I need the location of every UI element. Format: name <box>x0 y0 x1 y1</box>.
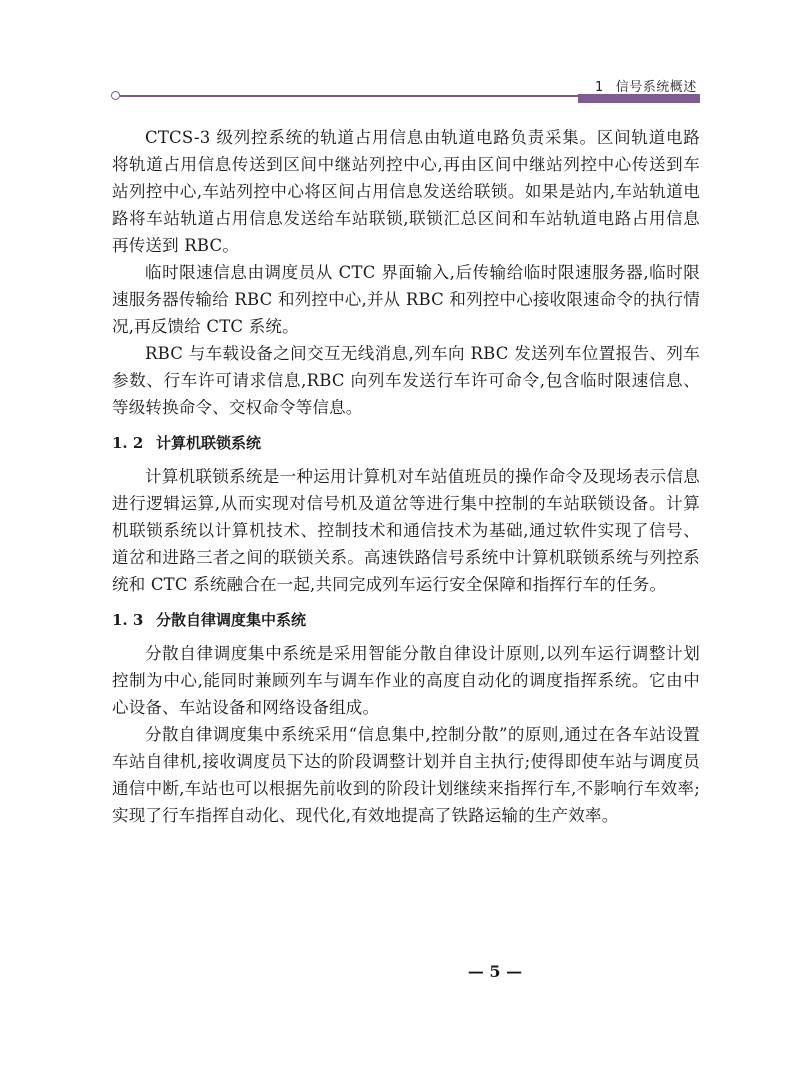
chapter-title: 信号系统概述 <box>615 80 697 95</box>
section-heading-1-2 <box>112 432 700 454</box>
paragraph: CTCS-3 级列控系统的轨道占用信息由轨道电路负责采集。区间轨道电路将轨道占用信息传送到区间中继站列控中心,再由区间中继站列控中心传送到车站列控中心,车站列控中心将区间占用信息发送给联锁。如果是站内,车站轨道电路将车站轨道占用信息发送给车站联锁,联锁汇总区间和车站轨道电路占用信息再传送到 RBC。 <box>112 128 700 255</box>
paragraph: 分散自律调度集中系统是采用智能分散自律设计原则,以列车运行调整计划控制为中心,能同时兼顾列车与调车作业的高度自动化的调度指挥系统。它由中心设备、车站设备和网络设备组成。 <box>112 644 700 717</box>
page-number: — 5 — <box>467 962 523 981</box>
page-header <box>0 0 800 110</box>
header-rule <box>120 95 580 97</box>
section-heading-1-3 <box>112 609 700 631</box>
header-accent-bar <box>578 94 700 103</box>
paragraph: RBC 与车载设备之间交互无线消息,列车向 RBC 发送列车位置报告、列车参数、行车许可请求信息,RBC 向列车发送行车许可命令,包含临时限速信息、等级转换命令、交权命令等信息。 <box>112 344 700 417</box>
section-title: 分散自律调度集中系统 <box>156 611 307 629</box>
paragraph: 临时限速信息由调度员从 CTC 界面输入,后传输给临时限速服务器,临时限速服务器传输给 RBC 和列控中心,并从 RBC 和列控中心接收限速命令的执行情况,再反馈给 CTC 系统。 <box>112 263 700 336</box>
section-number: 1. 3 <box>112 611 144 629</box>
section-title: 计算机联锁系统 <box>156 434 262 452</box>
paragraph: 分散自律调度集中系统采用“信息集中,控制分散”的原则,通过在各车站设置车站自律机,接收调度员下达的阶段调整计划并自主执行;使得即使车站与调度员通信中断,车站也可以根据先前收到的阶段计划继续来指挥行车,不影响行车效率;实现了行车指挥自动化、现代化,有效地提高了铁路运输的生产效率。 <box>112 725 700 825</box>
chapter-number: 1 <box>595 80 604 95</box>
paragraph: 计算机联锁系统是一种运用计算机对车站值班员的操作命令及现场表示信息进行逻辑运算,从而实现对信号机及道岔等进行集中控制的车站联锁设备。计算机联锁系统以计算机技术、控制技术和通信技术为基础,通过软件实现了信号、道岔和进路三者之间的联锁关系。高速铁路信号系统中计算机联锁系统与列控系统和 CTC 系统融合在一起,共同完成列车运行安全保障和指挥行车的任务。 <box>112 467 700 594</box>
running-head <box>595 76 697 95</box>
section-number: 1. 2 <box>112 434 144 452</box>
header-circle-ornament <box>111 91 120 100</box>
body-text <box>112 124 700 829</box>
